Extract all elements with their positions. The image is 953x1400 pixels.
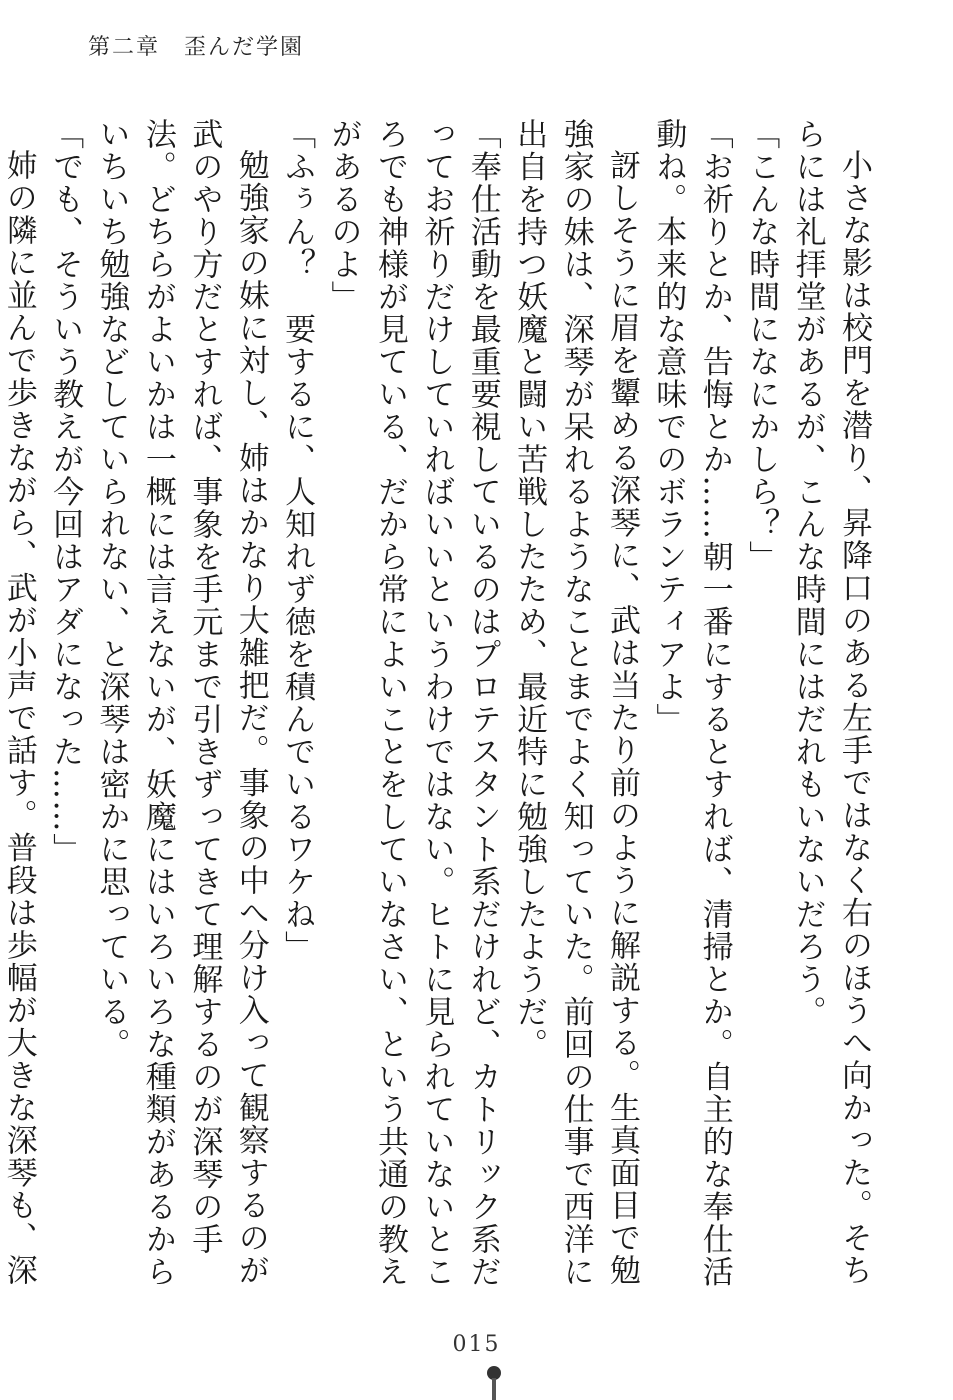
folio-stem-ornament (492, 1378, 496, 1400)
running-head (88, 30, 304, 61)
dialogue-4: 「ふぅん？ 要するに、人知れず徳を積んでいるワケね」 (279, 118, 316, 963)
body-text (0, 118, 877, 1288)
paragraph-4: 姉の隣に並んで歩きながら、武が小声で話す。普段は歩幅が大きな深琴も、深 (0, 149, 37, 1287)
page-number: 015 (452, 1332, 501, 1357)
chapter-title: 歪んだ学園 (184, 35, 305, 60)
paragraph-1: 小さな影は校門を潜り、昇降口のある左手ではなく右のほうへ向かった。そちらには礼拝堂があるが、こんな時間にはだれもいないだろう。 (789, 118, 872, 1287)
paragraph-3: 勉強家の妹に対し、姉はかなり大雑把だ。事象の中へ分け入って観察するのが武のやり方だとすれば、事象を手元まで引きずってきて理解するのが深琴の手法。どちらがよいかは一概には言えないが、妖魔にはいろいろな種類があるからいちいち勉強などしていられない、と深琴は密かに思っている。 (93, 118, 269, 1288)
dialogue-5: 「でも、そういう教えが今回はアダになった……」 (47, 118, 84, 866)
paragraph-2: 訝しそうに眉を顰める深琴に、武は当たり前のように解説する。生真面目で勉強家の妹は、深琴が呆れるようなことまでよく知っていた。前回の仕事で西洋に出自を持つ妖魔と闘い苦戦したため、最近特に勉強したようだ。 (511, 118, 640, 1288)
dialogue-3: 「奉仕活動を最重要視しているのはプロテスタント系だけれど、カトリック系だってお祈りだけしていればいいというわけではない。ヒトに見られていないところでも神様が見ている、だから常によいことをしていなさい、という共通の教えがあるのよ」 (325, 118, 501, 1288)
dialogue-2: 「お祈りとか、告悔とか……朝一番にするとすれば、清掃とか。自主的な奉仕活動ね。本来的な意味でのボランティアよ」 (650, 118, 733, 1288)
dialogue-1: 「こんな時間になにかしら？」 (743, 118, 780, 573)
chapter-number: 第二章 (88, 35, 161, 60)
